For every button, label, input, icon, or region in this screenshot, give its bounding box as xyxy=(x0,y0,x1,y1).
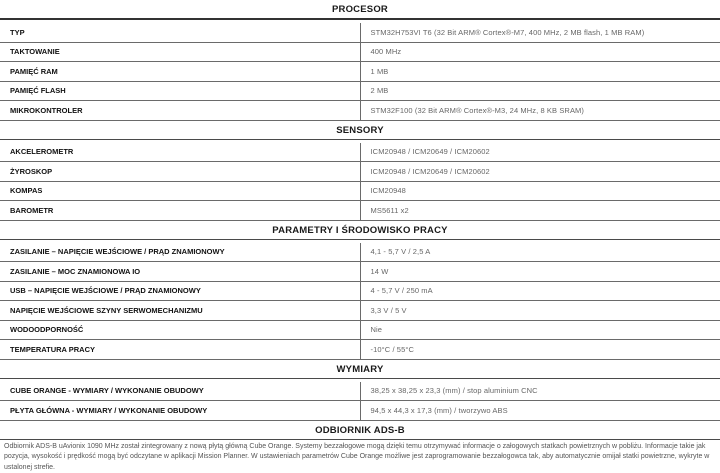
row-value: 14 W xyxy=(360,262,720,282)
row-value: 38,25 x 38,25 x 23,3 (mm) / stop aluminium CNC xyxy=(360,382,720,401)
table-row xyxy=(0,401,720,421)
row-label: ZASILANIE – MOC ZNAMIONOWA IO xyxy=(0,262,360,282)
table-row xyxy=(0,340,720,360)
row-label: ZASILANIE – NAPIĘCIE WEJŚCIOWE / PRĄD ZNAMIONOWY xyxy=(0,243,360,262)
row-label: MIKROKONTROLER xyxy=(0,101,360,121)
table-row xyxy=(0,23,720,42)
table-parametry xyxy=(0,243,720,360)
row-value: ICM20948 / ICM20649 / ICM20602 xyxy=(360,162,720,182)
row-label: TYP xyxy=(0,23,360,42)
row-value: 4,1 - 5,7 V / 2,5 A xyxy=(360,243,720,262)
row-label: BAROMETR xyxy=(0,201,360,221)
adsb-description: Odbiornik ADS-B uAvionix 1090 MHz został zintegrowany z nową płytą główną Cube Orange. Systemy bezzałogowe mogą dzięki temu otrzymywać informacje o załogowych statkach powietrznych w pobliżu. Informacje takie jak pozycja, wysokość i prędkość mogą być odczytane w aplikacji Mission Planner. W ustawieniach parametrów Cube Orange możliwe jest zaprogramowanie bezzałogowca tak, aby automatycznie omijał statki powietrzne, wykryte w ustalonej strefie. xyxy=(0,440,720,473)
row-label: AKCELEROMETR xyxy=(0,143,360,162)
row-value: MS5611 x2 xyxy=(360,201,720,221)
row-label: TAKTOWANIE xyxy=(0,42,360,62)
table-row xyxy=(0,143,720,162)
row-value: 3,3 V / 5 V xyxy=(360,301,720,321)
table-wymiary xyxy=(0,382,720,421)
row-value: ICM20948 / ICM20649 / ICM20602 xyxy=(360,143,720,162)
table-row xyxy=(0,262,720,282)
table-row xyxy=(0,382,720,401)
table-row xyxy=(0,62,720,82)
table-row xyxy=(0,162,720,182)
table-row xyxy=(0,243,720,262)
section-title-sensory: SENSORY xyxy=(0,121,720,140)
section-title-procesor: PROCESOR xyxy=(0,0,720,20)
table-row xyxy=(0,181,720,201)
row-value: Nie xyxy=(360,320,720,340)
section-title-adsb: ODBIORNIK ADS-B xyxy=(0,421,720,440)
table-sensory xyxy=(0,143,720,221)
row-label: ŻYROSKOP xyxy=(0,162,360,182)
row-label: USB – NAPIĘCIE WEJŚCIOWE / PRĄD ZNAMIONOWY xyxy=(0,281,360,301)
row-value: 1 MB xyxy=(360,62,720,82)
table-row xyxy=(0,81,720,101)
row-label: PAMIĘĆ FLASH xyxy=(0,81,360,101)
row-value: 400 MHz xyxy=(360,42,720,62)
table-row xyxy=(0,42,720,62)
row-label: PAMIĘĆ RAM xyxy=(0,62,360,82)
table-row xyxy=(0,320,720,340)
row-label: NAPIĘCIE WEJŚCIOWE SZYNY SERWOMECHANIZMU xyxy=(0,301,360,321)
table-row xyxy=(0,101,720,121)
row-label: TEMPERATURA PRACY xyxy=(0,340,360,360)
table-row xyxy=(0,301,720,321)
row-value: STM32F100 (32 Bit ARM® Cortex®-M3, 24 MHz, 8 KB SRAM) xyxy=(360,101,720,121)
row-value: -10°C / 55°C xyxy=(360,340,720,360)
row-value: 4 - 5,7 V / 250 mA xyxy=(360,281,720,301)
row-value: 2 MB xyxy=(360,81,720,101)
table-procesor xyxy=(0,23,720,121)
table-row xyxy=(0,281,720,301)
row-value: ICM20948 xyxy=(360,181,720,201)
section-title-parametry: PARAMETRY I ŚRODOWISKO PRACY xyxy=(0,221,720,240)
row-label: WODOODPORNOŚĆ xyxy=(0,320,360,340)
row-label: PŁYTA GŁÓWNA - WYMIARY / WYKONANIE OBUDOWY xyxy=(0,401,360,421)
row-label: CUBE ORANGE - WYMIARY / WYKONANIE OBUDOWY xyxy=(0,382,360,401)
row-label: KOMPAS xyxy=(0,181,360,201)
row-value: 94,5 x 44,3 x 17,3 (mm) / tworzywo ABS xyxy=(360,401,720,421)
table-row xyxy=(0,201,720,221)
section-title-wymiary: WYMIARY xyxy=(0,360,720,379)
row-value: STM32H753VI T6 (32 Bit ARM® Cortex®-M7, 400 MHz, 2 MB flash, 1 MB RAM) xyxy=(360,23,720,42)
